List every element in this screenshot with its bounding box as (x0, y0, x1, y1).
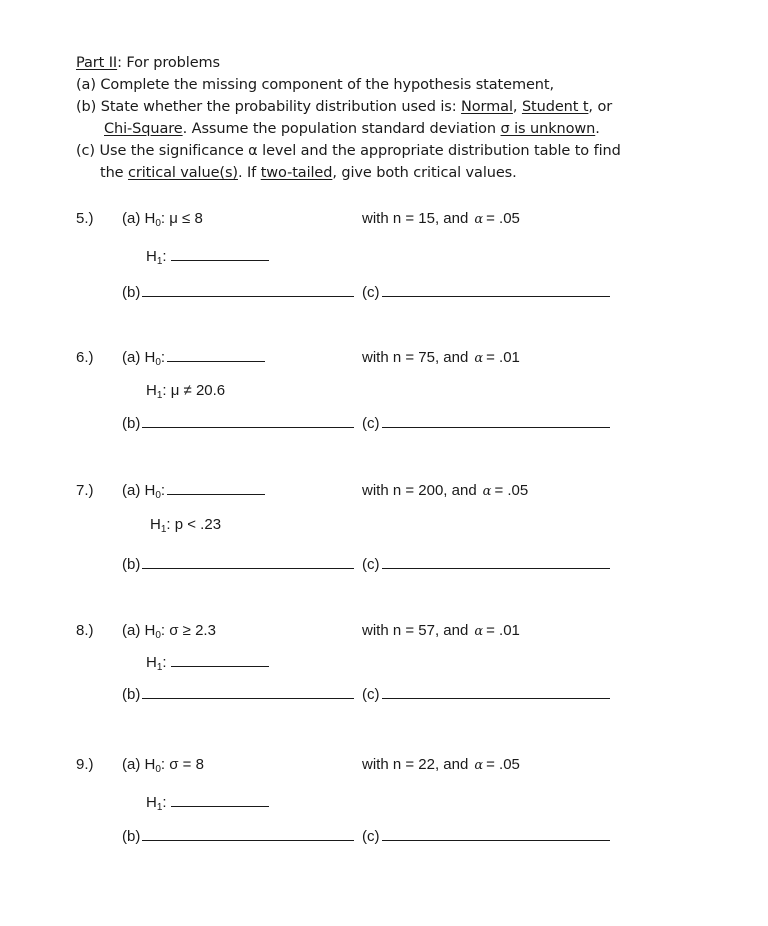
sample-size: with n = 15, and (362, 210, 469, 227)
critical-value-answer-blank[interactable] (382, 556, 610, 569)
h0-sub: 0 (155, 490, 161, 501)
problem-number: 6.) (76, 349, 94, 366)
part-c-row (362, 415, 610, 432)
h1-colon: : (162, 248, 167, 265)
h1-label: H (146, 248, 157, 265)
distribution-answer-blank[interactable] (142, 284, 354, 297)
part-b-label: (b) (122, 828, 141, 845)
instruction-c-cont (76, 162, 716, 184)
the-text: the (100, 165, 129, 181)
distribution-answer-blank[interactable] (142, 556, 354, 569)
instruction-b-cont (76, 118, 716, 140)
h0-label: (a) H (122, 482, 156, 499)
h0-label: (a) H (122, 622, 156, 639)
h1-sub: 1 (156, 802, 163, 813)
critical-values-term: critical value(s) (128, 165, 238, 181)
h0-statement: : σ = 8 (160, 756, 204, 773)
alpha-value: = .05 (494, 482, 529, 499)
h0-sub: 0 (155, 218, 161, 229)
part-label: Part II (76, 55, 118, 71)
part-c-row (362, 828, 610, 845)
sample-info (362, 756, 520, 773)
two-tailed-term: two-tailed (260, 165, 333, 181)
h0-statement: : σ ≥ 2.3 (160, 622, 216, 639)
part-b-row (122, 556, 354, 573)
h0-label: (a) H (122, 349, 156, 366)
instructions-block (76, 52, 716, 184)
distribution-answer-blank[interactable] (142, 686, 354, 699)
part-c-label: (c) (362, 284, 380, 301)
critical-value-answer-blank[interactable] (382, 284, 610, 297)
sample-size: with n = 200, and (362, 482, 477, 499)
h0-answer-blank[interactable] (167, 349, 265, 362)
problem-number: 5.) (76, 210, 94, 227)
alpha-symbol: α (474, 351, 484, 366)
assume-text: . Assume the population standard deviation (182, 121, 501, 137)
h0-sub: 0 (155, 357, 161, 368)
instruction-c: (c) Use the significance α level and the appropriate distribution table to find (76, 143, 621, 159)
h0-sub: 0 (155, 630, 161, 641)
alpha-value: = .01 (486, 622, 520, 639)
critical-value-answer-blank[interactable] (382, 686, 610, 699)
h1-label: H (146, 654, 157, 671)
if-text: . If (237, 165, 261, 181)
part-c-row (362, 686, 610, 703)
problem-number: 9.) (76, 756, 94, 773)
or-text: , or (588, 99, 613, 115)
sample-info (362, 349, 520, 366)
sample-size: with n = 22, and (362, 756, 469, 773)
null-hypothesis (122, 349, 265, 368)
instruction-a: (a) Complete the missing component of the hypothesis statement, (76, 77, 554, 93)
give-text: , give both critical values. (332, 165, 517, 181)
part-c-row (362, 284, 610, 301)
alpha-value: = .05 (486, 210, 520, 227)
comma: , (512, 99, 522, 115)
sample-info (362, 210, 520, 227)
alpha-value: = .01 (486, 349, 520, 366)
null-hypothesis (122, 210, 203, 229)
h1-sub: 1 (156, 662, 163, 673)
h1-answer-blank[interactable] (171, 654, 269, 667)
alt-hypothesis (150, 516, 221, 535)
part-c-label: (c) (362, 415, 380, 432)
alpha-symbol: α (474, 758, 484, 773)
h1-answer-blank[interactable] (171, 794, 269, 807)
alt-hypothesis (146, 248, 269, 267)
alt-hypothesis (146, 654, 269, 673)
h1-answer-blank[interactable] (171, 248, 269, 261)
h0-colon: : (160, 482, 166, 499)
chi-square-term: Chi-Square (104, 121, 183, 137)
instruction-b-text: (b) State whether the probability distribution used is: (76, 99, 462, 115)
instruction-b (76, 96, 716, 118)
h1-colon: : (162, 654, 167, 671)
sigma-unknown-term: σ is unknown (500, 121, 596, 137)
problem-number: 7.) (76, 482, 94, 499)
h0-answer-blank[interactable] (167, 482, 265, 495)
alt-hypothesis (146, 382, 225, 401)
h1-label: H (146, 382, 157, 399)
sample-size: with n = 57, and (362, 622, 469, 639)
h1-label: H (146, 794, 157, 811)
part-b-label: (b) (122, 415, 141, 432)
null-hypothesis (122, 622, 216, 641)
sample-info (362, 622, 520, 639)
h1-sub: 1 (160, 524, 167, 535)
critical-value-answer-blank[interactable] (382, 828, 610, 841)
period: . (595, 121, 600, 137)
part-b-label: (b) (122, 284, 141, 301)
part-b-label: (b) (122, 556, 141, 573)
alt-hypothesis (146, 794, 269, 813)
part-b-row (122, 828, 354, 845)
distribution-answer-blank[interactable] (142, 415, 354, 428)
part-b-row (122, 415, 354, 432)
critical-value-answer-blank[interactable] (382, 415, 610, 428)
h0-colon: : (160, 349, 166, 366)
alpha-symbol: α (474, 212, 484, 227)
null-hypothesis (122, 482, 265, 501)
h1-colon: : (162, 794, 167, 811)
h1-sub: 1 (156, 256, 163, 267)
alpha-symbol: α (474, 624, 484, 639)
part-b-label: (b) (122, 686, 141, 703)
sample-info (362, 482, 528, 499)
part-c-row (362, 556, 610, 573)
h1-label: H (150, 516, 161, 533)
alpha-value: = .05 (486, 756, 520, 773)
student-t-term: Student t (521, 99, 589, 115)
alpha-symbol: α (482, 484, 492, 499)
part-b-row (122, 686, 354, 703)
part-c-label: (c) (362, 686, 380, 703)
problem-number: 8.) (76, 622, 94, 639)
title-suffix: : For problems (117, 55, 221, 71)
part-c-label: (c) (362, 828, 380, 845)
h1-sub: 1 (156, 390, 163, 401)
h0-statement: : μ ≤ 8 (160, 210, 203, 227)
h1-statement: : μ ≠ 20.6 (162, 382, 226, 399)
h0-sub: 0 (155, 764, 161, 775)
part-b-row (122, 284, 354, 301)
sample-size: with n = 75, and (362, 349, 469, 366)
part-c-label: (c) (362, 556, 380, 573)
distribution-answer-blank[interactable] (142, 828, 354, 841)
normal-term: Normal (461, 99, 513, 115)
null-hypothesis (122, 756, 204, 775)
h0-label: (a) H (122, 210, 156, 227)
h1-statement: : p < .23 (166, 516, 222, 533)
h0-label: (a) H (122, 756, 156, 773)
instructions-title (76, 52, 716, 74)
